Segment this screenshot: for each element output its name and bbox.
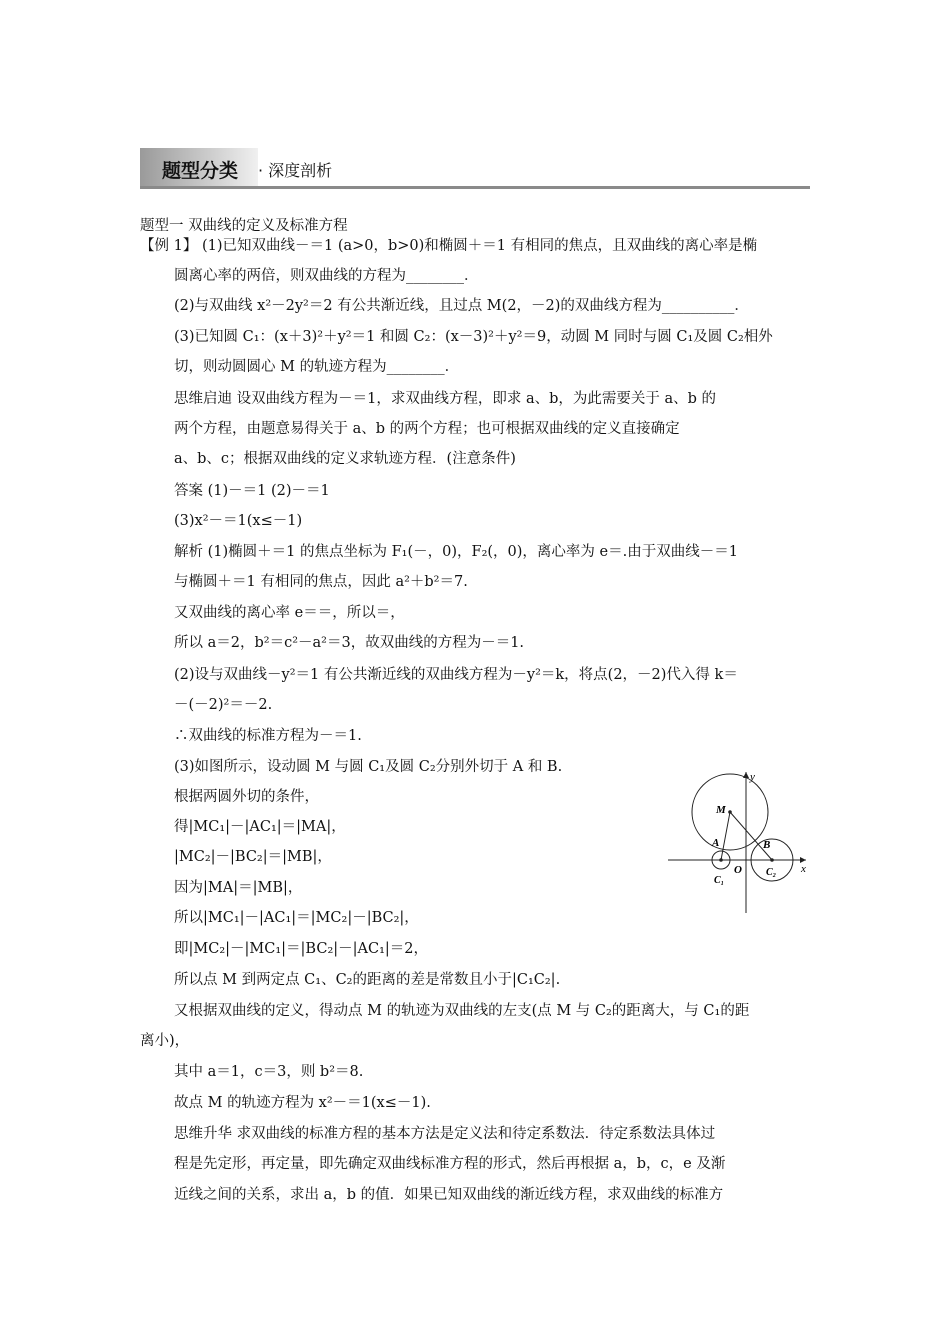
- type-heading: 题型一 双曲线的定义及标准方程: [140, 218, 348, 234]
- text-line: (2)设与双曲线－y²＝1 有公共渐近线的双曲线方程为－y²＝k，将点(2，－2)代入得 k＝: [174, 667, 738, 683]
- text-line: 思维升华 求双曲线的标准方程的基本方法是定义法和待定系数法．待定系数法具体过: [174, 1126, 716, 1142]
- text-line: (3)x²－＝1(x≤－1): [174, 513, 303, 529]
- label-y: y: [750, 771, 755, 783]
- text-line: 程是先定形，再定量，即先确定双曲线标准方程的形式，然后再根据 a，b，c，e 及渐: [174, 1156, 726, 1172]
- text-line: 得|MC₁|－|AC₁|＝|MA|，: [174, 819, 346, 835]
- text-line: 思维启迪 设双曲线方程为－＝1，求双曲线方程，即求 a、b，为此需要关于 a、b 的: [174, 391, 717, 407]
- text-line: 所以|MC₁|－|AC₁|＝|MC₂|－|BC₂|，: [174, 910, 419, 926]
- text-line: 【例 1】 (1)已知双曲线－＝1 (a>0，b>0)和椭圆＋＝1 有相同的焦点，且双曲线的离心率是椭: [140, 238, 758, 254]
- text-line: (3)如图所示，设动圆 M 与圆 C₁及圆 C₂分别外切于 A 和 B.: [174, 759, 563, 775]
- text-line: 又双曲线的离心率 e＝＝，所以＝，: [174, 605, 405, 621]
- text-line: a、b、c；根据双曲线的定义求轨迹方程．(注意条件): [174, 451, 516, 467]
- label-m: M: [716, 804, 726, 816]
- text-line: 圆离心率的两倍，则双曲线的方程为________．: [174, 268, 479, 284]
- circle-figure: [666, 768, 810, 913]
- label-x: x: [801, 863, 806, 875]
- banner-rule: [140, 186, 810, 189]
- text-line: 解析 (1)椭圆＋＝1 的焦点坐标为 F₁(－，0)，F₂(，0)，离心率为 e＝.由于双曲线－＝1: [174, 544, 738, 560]
- segment-mc1: [721, 812, 730, 860]
- text-line: 答案 (1)－＝1 (2)－＝1: [174, 483, 330, 499]
- text-line: －(－2)²＝－2.: [174, 697, 273, 713]
- label-b: B: [763, 839, 771, 851]
- section-subtitle: · 深度剖析: [258, 161, 333, 180]
- segment-mc2: [730, 812, 772, 860]
- text-line: 即|MC₂|－|MC₁|＝|BC₂|－|AC₁|＝2，: [174, 941, 429, 957]
- point-c2: [770, 858, 774, 862]
- text-line: 其中 a＝1，c＝3，则 b²＝8.: [174, 1064, 364, 1080]
- text-line: 所以点 M 到两定点 C₁、C₂的距离的差是常数且小于|C₁C₂|.: [174, 972, 561, 988]
- text-line: 又根据双曲线的定义，得动点 M 的轨迹为双曲线的左支(点 M 与 C₂的距离大，与 C₁的距: [174, 1003, 750, 1019]
- label-c1: C₁: [714, 875, 725, 886]
- text-line: 根据两圆外切的条件，: [174, 789, 319, 805]
- text-line: (2)与双曲线 x²－2y²＝2 有公共渐近线，且过点 M(2，－2)的双曲线方程为__________．: [174, 298, 749, 314]
- text-line: ∴双曲线的标准方程为－＝1.: [174, 728, 362, 744]
- text-line: 因为|MA|＝|MB|，: [174, 880, 303, 896]
- label-c2: C₂: [766, 867, 777, 878]
- text-line: 两个方程，由题意易得关于 a、b 的两个方程；也可根据双曲线的定义直接确定: [174, 421, 680, 437]
- label-a: A: [712, 837, 720, 849]
- text-line: 切，则动圆圆心 M 的轨迹方程为________．: [174, 359, 460, 375]
- text-line: |MC₂|－|BC₂|＝|MB|，: [174, 849, 332, 865]
- label-o: O: [734, 864, 742, 876]
- section-title: 题型分类: [162, 160, 239, 182]
- text-line: 近线之间的关系，求出 a，b 的值．如果已知双曲线的渐近线方程，求双曲线的标准方: [174, 1187, 724, 1203]
- text-line: 故点 M 的轨迹方程为 x²－＝1(x≤－1).: [174, 1095, 431, 1111]
- text-line: 所以 a＝2，b²＝c²－a²＝3，故双曲线的方程为－＝1.: [174, 635, 525, 651]
- text-line: (3)已知圆 C₁：(x＋3)²＋y²＝1 和圆 C₂：(x－3)²＋y²＝9，动圆 M 同时与圆 C₁及圆 C₂相外: [174, 329, 773, 345]
- text-line: 离小)，: [140, 1033, 190, 1049]
- point-c1: [719, 858, 723, 862]
- section-banner: [140, 148, 810, 190]
- text-line: 与椭圆＋＝1 有相同的焦点，因此 a²＋b²＝7.: [174, 574, 468, 590]
- point-m: [728, 810, 732, 814]
